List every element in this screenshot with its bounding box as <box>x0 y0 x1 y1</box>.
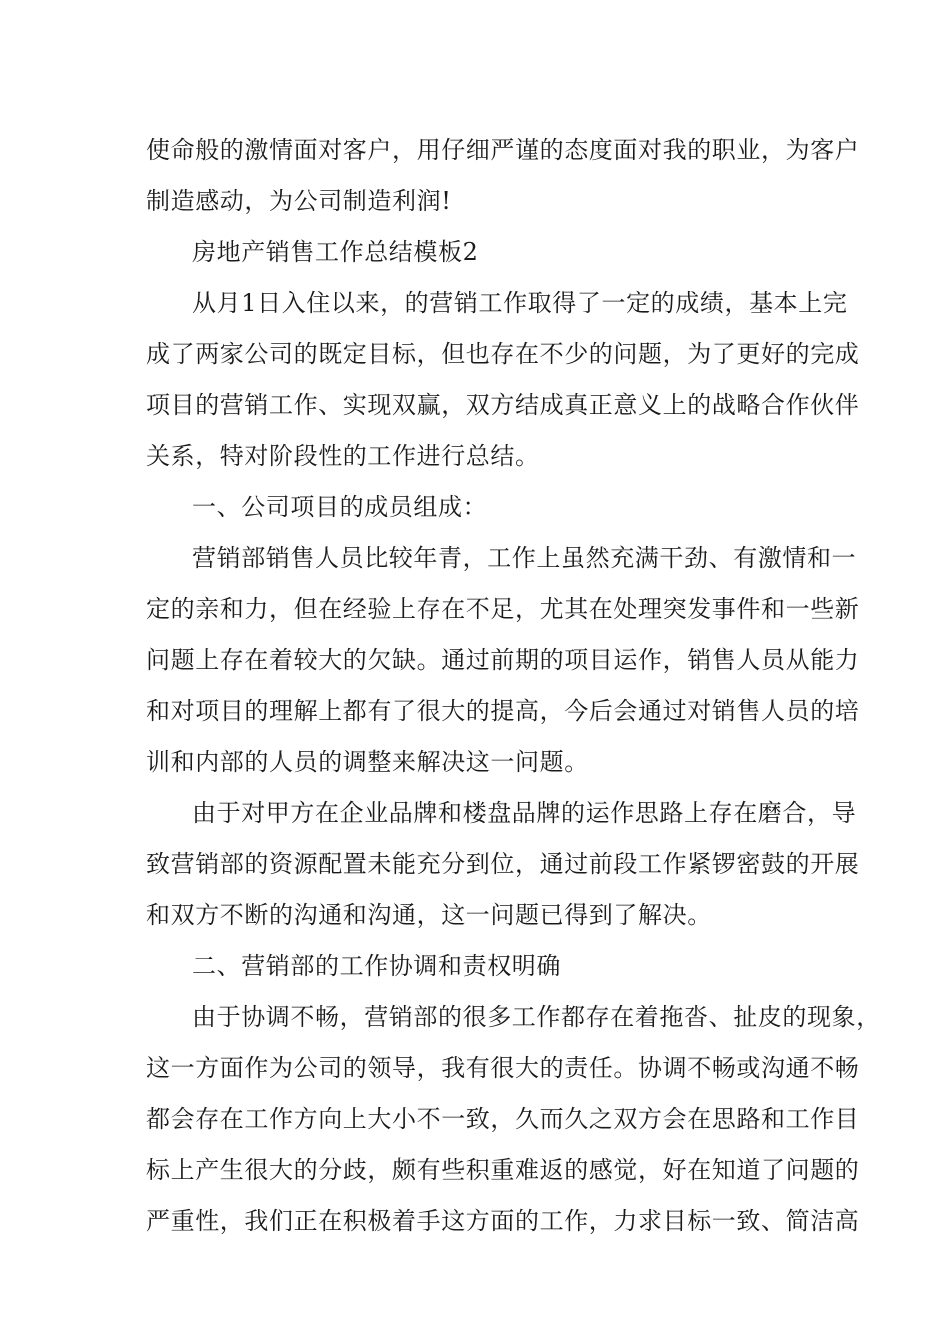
text-line: 都会存在工作方向上大小不一致，久而久之双方会在思路和工作目 <box>146 1105 860 1133</box>
text-line: 和双方不断的沟通和沟通，这一问题已得到了解决。 <box>146 901 712 929</box>
text-line: 定的亲和力，但在经验上存在不足，尤其在处理突发事件和一些新 <box>146 595 860 623</box>
text-line: 问题上存在着较大的欠缺。通过前期的项目运作，销售人员从能力 <box>146 646 860 674</box>
paragraph-first-line: 营销部销售人员比较年青，工作上虽然充满干劲、有激情和一 <box>192 544 857 572</box>
section-title: 房地产销售工作总结模板2 <box>192 238 479 266</box>
text-line: 这一方面作为公司的领导，我有很大的责任。协调不畅或沟通不畅 <box>146 1054 860 1082</box>
text-line: 训和内部的人员的调整来解决这一问题。 <box>146 748 589 776</box>
text-line: 制造感动，为公司制造利润! <box>146 187 452 215</box>
text-line: 严重性，我们正在积极着手这方面的工作，力求目标一致、简洁高 <box>146 1207 860 1235</box>
paragraph-first-line: 由于协调不畅，营销部的很多工作都存在着拖沓、扯皮的现象， <box>192 1003 881 1031</box>
text-line: 项目的营销工作、实现双赢，双方结成真正意义上的战略合作伙伴 <box>146 391 860 419</box>
text-line: 成了两家公司的既定目标，但也存在不少的问题，为了更好的完成 <box>146 340 860 368</box>
text-line: 致营销部的资源配置未能充分到位，通过前段工作紧锣密鼓的开展 <box>146 850 860 878</box>
heading-one: 一、公司项目的成员组成： <box>192 493 488 521</box>
text-line: 和对项目的理解上都有了很大的提高，今后会通过对销售人员的培 <box>146 697 860 725</box>
text-line: 关系，特对阶段性的工作进行总结。 <box>146 442 540 470</box>
paragraph-first-line: 由于对甲方在企业品牌和楼盘品牌的运作思路上存在磨合，导 <box>192 799 857 827</box>
text-line: 使命般的激情面对客户，用仔细严谨的态度面对我的职业，为客户 <box>146 136 860 164</box>
paragraph-first-line: 从月1日入住以来，的营销工作取得了一定的成绩，基本上完 <box>192 289 848 317</box>
heading-two: 二、营销部的工作协调和责权明确 <box>192 952 561 980</box>
text-line: 标上产生很大的分歧，颇有些积重难返的感觉，好在知道了问题的 <box>146 1156 860 1184</box>
